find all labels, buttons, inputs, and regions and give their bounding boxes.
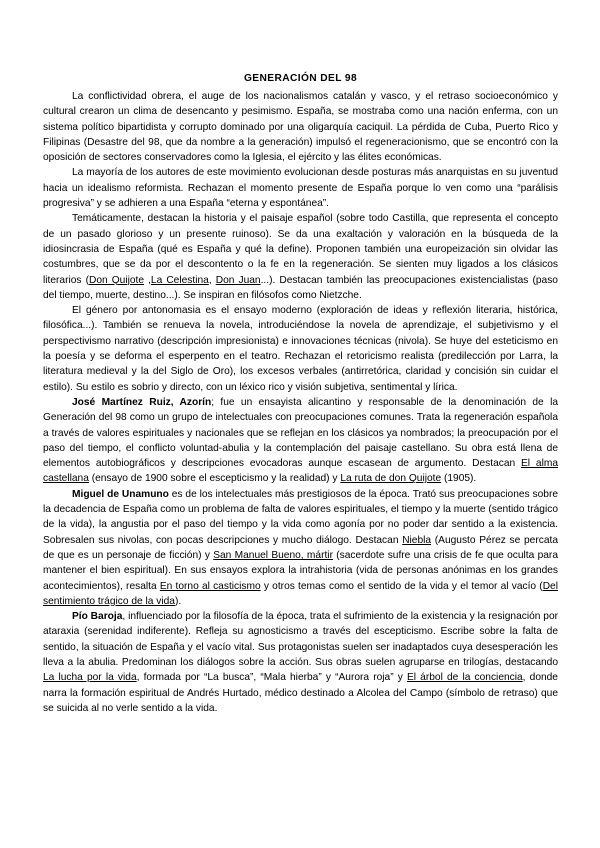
work-title: La Celestina (150, 274, 209, 286)
separator-text: , (144, 274, 151, 286)
author-name: José Martínez Ruiz, Azorín (72, 396, 212, 408)
work-title: San Manuel Bueno, mártir (213, 549, 333, 561)
body-text: , donde narra la formación espiritual de Andrés Hurtado, médico destinado a Alcolea del Campo (símbolo de retraso) que se suicida al no verle sentido a la vida. (43, 672, 558, 714)
work-title: En torno al casticismo (159, 580, 261, 592)
paragraph-unamuno (43, 487, 558, 609)
paragraph-genres: El género por antonomasia es el ensayo moderno (exploración de ideas y reflexión literaria, histórica, filosófica...). También se renueva la novela, introduciéndose la novela de aprendizaje, el subjetivismo y el perspectivismo narrativo (descripción impresionista) e innovaciones técnicas (nivola). Se huye del esteticismo en la poesía y se deforma el esperpento en el teatro. Rechazan el retoricismo realista (predilección por Larra, la literatura medieval y la del Siglo de Oro), los excesos verbales (antirretórica, claridad y concisión sin cuidar el estilo). Su estilo es sobrio y directo, con un léxico rico y visión subjetiva, sentimental y lírica. (43, 305, 558, 393)
body-text: ; fue un ensayista alicantino y responsable de la denominación de la Generación del 98 como un grupo de intelectuales con preocupaciones comunes. Trata la regeneración española a través de valores espirituales y nacionales que se reflejan en los clásicos ya nombrados; la preocupación por el paso del tiempo, el conflicto voluntad-abulia y la contemplación del paisaje castellano. Su obra está llena de elementos autobiográficos y descripciones evocadoras aunque escasean de argumento. Destacan (43, 396, 558, 470)
work-title: Del sentimiento trágico de la vida (43, 580, 558, 607)
body-text: (sacerdote sufre una crisis de fe que oculta para mantener el bien espiritual). En sus ensayos explora la intrahistoria (vida de personas anónimas en los grandes acontecimientos), resalta (43, 549, 558, 592)
themes-text: ...). Destacan también las preocupaciones existencialistas (paso del tiempo, muerte, destino...). Se inspiran en filósofos como Nietzche. (43, 274, 558, 301)
paragraph-context: La conflictividad obrera, el auge de los nacionalismos catalán y vasco, y el retraso socioeconómico y cultural crearon un clima de desencanto y pesimismo. España, se mostraba como una nación enferma, con un sistema político bipartidista y corrupto dominado por una oligarquía caciquil. La pérdida de Cuba, Puerto Rico y Filipinas (Desastre del 98, que da nombre a la generación) impulsó el regeneracionismo, que se encontró con la oposición de sectores conservadores como la Iglesia, el ejército y las élites económicas. (43, 91, 558, 164)
body-text: (Augusto Pérez se percata de que es un personaje de ficción) y (43, 534, 558, 561)
body-text: , influenciado por la filosofía de la época, trata el sufrimiento de la existencia y la resignación por ataraxia (serenidad indiferente). Refleja su agnosticismo a través del escepticismo. Escribe sobre la falta de sentido, la situación de España y el vacío vital. Sus protagonistas suelen ser inadaptados cuya desesperación les lleva a la abulia. Predominan los diálogos sobre la acción. Sus obras suelen agruparse en trilogías, destacando (43, 611, 559, 668)
work-title: Don Juan (215, 274, 261, 286)
paragraph-themes (43, 211, 558, 303)
themes-text: Temáticamente, destacan la historia y el paisaje español (sobre todo Castilla, que representa el concepto de un pasado glorioso y un presente ruinoso). Se da una exaltación y valoración en la búsqueda de la idiosincrasia de España (qué es España y qué la define). Proponen también una europeización sin olvidar las costumbres, que se da por el descontento o la fe en la regeneración. Se sienten muy ligados a los clásicos literarios ( (43, 213, 558, 286)
paragraph-ideology: La mayoría de los autores de este movimiento evolucionan desde posturas más anarquistas en su juventud hacia un idealismo reformista. Rechazan el momento presente de España porque lo ven como una “parálisis progresiva” y se adhieren a una España “eterna y espontánea”. (43, 167, 558, 210)
paragraph-baroja (43, 609, 558, 716)
separator-text: , (208, 274, 216, 286)
work-title: El alma castellana (43, 458, 558, 485)
work-title: El árbol de la conciencia (406, 672, 523, 684)
body-text: , formada por “La busca”, “Mala hierba” y “Aurora roja” y (136, 672, 407, 684)
author-name: Pío Baroja (72, 611, 123, 623)
body-text: (ensayo de 1900 sobre el escepticismo y la realidad) y (88, 473, 341, 485)
body-text: ). (174, 595, 182, 607)
work-title: La ruta de don Quijote (340, 473, 442, 485)
author-name: Miguel de Unamuno (72, 488, 169, 500)
body-text: y otros temas como el sentido de la vida y el temor al vacío ( (260, 580, 543, 592)
body-text: es de los intelectuales más prestigiosos de la época. Trató sus preocupaciones sobre la decadencia de España como un problema de falta de valores espirituales, el tiempo y la muerte (sentido trágico de la vida), la angustia por el paso del tiempo y la vida como agonía por no poder dar sentido a la existencia. Sobresalen sus nivolas, con pocas descripciones y mucho diálogo. Destacan (43, 488, 559, 546)
work-title: La lucha por la vida (43, 672, 137, 684)
page-title: GENERACIÓN DEL 98 (243, 73, 358, 84)
work-title: Niebla (402, 534, 432, 546)
paragraph-azorin (43, 395, 558, 487)
work-title: Don Quijote (88, 274, 145, 286)
body-text: (1905). (441, 473, 477, 485)
